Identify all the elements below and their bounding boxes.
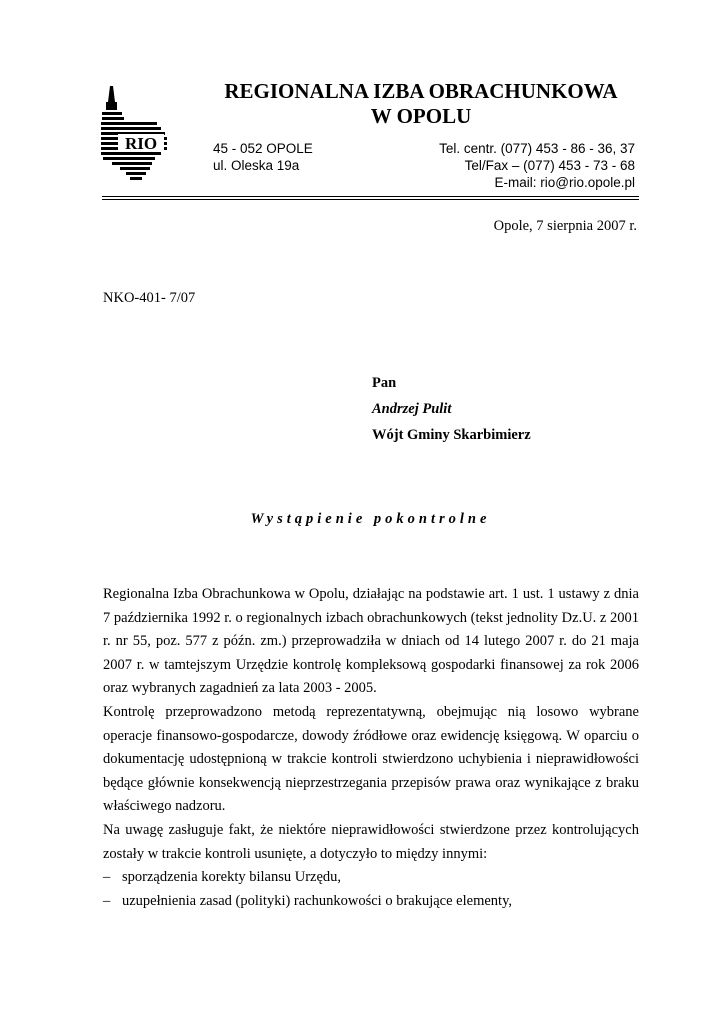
contact-tel: Tel. centr. (077) 453 - 86 - 36, 37	[439, 141, 635, 156]
contact-fax: Tel/Fax – (077) 453 - 73 - 68	[464, 158, 635, 173]
recipient-title: Wójt Gminy Skarbimierz	[372, 427, 531, 443]
list-item-text: uzupełnienia zasad (polityki) rachunkowości o brakujące elementy,	[122, 892, 513, 909]
rio-logo	[98, 84, 168, 186]
org-name-line2: W OPOLU	[370, 104, 472, 128]
org-name-line1: REGIONALNA IZBA OBRACHUNKOWA	[224, 79, 618, 103]
bullet-dash: –	[103, 869, 111, 886]
body-paragraph-3: Na uwagę zasługuje fakt, że niektóre nieprawidłowości stwierdzone przez kontrolujących zostały w trakcie kontroli usunięte, a dotyczyło to między innymi:	[103, 821, 639, 862]
logo-text: RIO	[124, 134, 158, 153]
letter-body	[103, 583, 639, 913]
address-postal: 45 - 052 OPOLE	[213, 141, 313, 156]
recipient-name: Andrzej Pulit	[372, 401, 452, 417]
list-item-text: sporządzenia korekty bilansu Urzędu,	[122, 869, 342, 886]
header-divider	[102, 196, 639, 197]
recipient-salutation: Pan	[372, 375, 397, 391]
list-item	[103, 890, 639, 914]
bullet-dash: –	[103, 892, 111, 909]
header-divider-thin	[102, 199, 639, 200]
address-street: ul. Oleska 19a	[213, 158, 300, 173]
reference-number: NKO-401- 7/07	[103, 290, 196, 306]
letter-date: Opole, 7 sierpnia 2007 r.	[493, 218, 637, 234]
contact-email: E-mail: rio@rio.opole.pl	[494, 175, 635, 190]
body-paragraph-1: Regionalna Izba Obrachunkowa w Opolu, działając na podstawie art. 1 ust. 1 ustawy z dnia 7 października 1992 r. o regionalnych izbach obrachunkowych (tekst jednolity Dz.U. z 2001 r. nr 55, poz. 577 z późn. zm.) przeprowadziła w dniach od 14 lutego 2007 r. do 21 maja 2007 r. w tamtejszym Urzędzie kontrolę kompleksową gospodarki finansowej za rok 2006 oraz wybranych zagadnień za lata 2003 - 2005.	[103, 586, 639, 697]
body-paragraph-2: Kontrolę przeprowadzono metodą reprezentatywną, obejmując nią losowo wybrane operacje finansowo-gospodarcze, dowody źródłowe oraz ewidencję księgową. W oparciu o dokumentację udostępnioną w trakcie kontroli stwierdzono uchybienia i nieprawidłowości będące głównie konsekwencją nieprzestrzegania przepisów prawa oraz wynikające z braku właściwego nadzoru.	[103, 703, 639, 815]
letter-subject: Wystąpienie pokontrolne	[250, 511, 491, 527]
list-item	[103, 866, 639, 890]
findings-list	[103, 866, 639, 913]
